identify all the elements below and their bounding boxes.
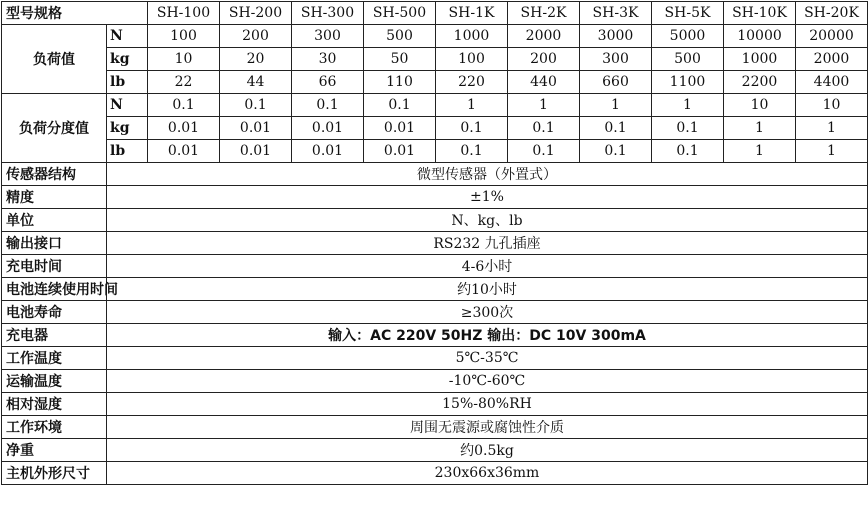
value-cell: 0.1: [436, 140, 508, 163]
header-row: [2, 2, 868, 25]
model-cell: SH-3K: [580, 2, 652, 25]
spec-value: 15%-80%RH: [107, 393, 868, 416]
spec-row: [2, 324, 868, 347]
spec-label: 工作环境: [2, 416, 107, 439]
value-cell: 200: [508, 48, 580, 71]
spec-row: [2, 370, 868, 393]
model-cell: SH-100: [148, 2, 220, 25]
value-cell: 500: [652, 48, 724, 71]
load-row-kg: [2, 48, 868, 71]
value-cell: 0.1: [148, 94, 220, 117]
value-cell: 110: [364, 71, 436, 94]
value-cell: 660: [580, 71, 652, 94]
value-cell: 2000: [796, 48, 868, 71]
spec-label: 充电时间: [2, 255, 107, 278]
load-label: 负荷值: [2, 25, 107, 94]
value-cell: 0.1: [220, 94, 292, 117]
model-cell: SH-5K: [652, 2, 724, 25]
value-cell: 66: [292, 71, 364, 94]
value-cell: 0.1: [436, 117, 508, 140]
spec-value: RS232 九孔插座: [107, 232, 868, 255]
model-cell: SH-10K: [724, 2, 796, 25]
spec-value: 约10小时: [107, 278, 868, 301]
value-cell: 0.01: [364, 140, 436, 163]
value-cell: 30: [292, 48, 364, 71]
value-cell: 0.1: [508, 140, 580, 163]
value-cell: 20000: [796, 25, 868, 48]
value-cell: 0.1: [508, 117, 580, 140]
model-cell: SH-200: [220, 2, 292, 25]
spec-label: 单位: [2, 209, 107, 232]
spec-label: 充电器: [2, 324, 107, 347]
spec-row: [2, 416, 868, 439]
value-cell: 10: [724, 94, 796, 117]
value-cell: 440: [508, 71, 580, 94]
value-cell: 0.1: [364, 94, 436, 117]
spec-row: [2, 462, 868, 485]
value-cell: 0.1: [292, 94, 364, 117]
value-cell: 1: [580, 94, 652, 117]
value-cell: 1000: [436, 25, 508, 48]
spec-row: [2, 301, 868, 324]
spec-row: [2, 347, 868, 370]
spec-value: 230x66x36mm: [107, 462, 868, 485]
value-cell: 2200: [724, 71, 796, 94]
spec-label: 电池寿命: [2, 301, 107, 324]
spec-table: [1, 1, 868, 485]
value-cell: 44: [220, 71, 292, 94]
value-cell: 0.1: [580, 140, 652, 163]
value-cell: 300: [292, 25, 364, 48]
spec-value: 微型传感器（外置式）: [107, 163, 868, 186]
load-row-lb: [2, 71, 868, 94]
value-cell: 0.1: [580, 117, 652, 140]
value-cell: 2000: [508, 25, 580, 48]
spec-row: [2, 163, 868, 186]
model-cell: SH-500: [364, 2, 436, 25]
value-cell: 50: [364, 48, 436, 71]
division-row-lb: [2, 140, 868, 163]
value-cell: 10: [796, 94, 868, 117]
value-cell: 10: [148, 48, 220, 71]
model-cell: SH-300: [292, 2, 364, 25]
spec-label: 主机外形尺寸: [2, 462, 107, 485]
value-cell: 0.01: [220, 117, 292, 140]
spec-label: 传感器结构: [2, 163, 107, 186]
spec-value: 输入：AC 220V 50HZ 输出：DC 10V 300mA: [107, 324, 868, 347]
value-cell: 1000: [724, 48, 796, 71]
value-cell: 1: [796, 140, 868, 163]
value-cell: 0.01: [292, 117, 364, 140]
value-cell: 1100: [652, 71, 724, 94]
spec-row: [2, 209, 868, 232]
spec-label: 工作温度: [2, 347, 107, 370]
unit-cell: lb: [107, 71, 148, 94]
value-cell: 1: [796, 117, 868, 140]
value-cell: 1: [724, 117, 796, 140]
value-cell: 4400: [796, 71, 868, 94]
value-cell: 0.1: [652, 117, 724, 140]
value-cell: 0.01: [148, 140, 220, 163]
value-cell: 0.01: [292, 140, 364, 163]
unit-cell: lb: [107, 140, 148, 163]
spec-row: [2, 232, 868, 255]
spec-value: ±1%: [107, 186, 868, 209]
model-cell: SH-1K: [436, 2, 508, 25]
spec-value: 约0.5kg: [107, 439, 868, 462]
value-cell: 220: [436, 71, 508, 94]
spec-value: ≥300次: [107, 301, 868, 324]
value-cell: 500: [364, 25, 436, 48]
spec-row: [2, 393, 868, 416]
spec-value: 周围无震源或腐蚀性介质: [107, 416, 868, 439]
spec-label: 运输温度: [2, 370, 107, 393]
value-cell: 22: [148, 71, 220, 94]
value-cell: 0.01: [364, 117, 436, 140]
value-cell: 1: [652, 94, 724, 117]
spec-label: 精度: [2, 186, 107, 209]
unit-cell: N: [107, 25, 148, 48]
value-cell: 1: [724, 140, 796, 163]
value-cell: 3000: [580, 25, 652, 48]
value-cell: 5000: [652, 25, 724, 48]
value-cell: 1: [508, 94, 580, 117]
value-cell: 100: [148, 25, 220, 48]
value-cell: 0.1: [652, 140, 724, 163]
model-cell: SH-20K: [796, 2, 868, 25]
value-cell: 1: [436, 94, 508, 117]
spec-value: 5℃-35℃: [107, 347, 868, 370]
spec-row: [2, 255, 868, 278]
division-row-n: [2, 94, 868, 117]
value-cell: 10000: [724, 25, 796, 48]
unit-cell: kg: [107, 48, 148, 71]
spec-value: 4-6小时: [107, 255, 868, 278]
division-row-kg: [2, 117, 868, 140]
spec-label: 电池连续使用时间: [2, 278, 107, 301]
model-spec-header: 型号规格: [2, 2, 148, 25]
spec-label: 输出接口: [2, 232, 107, 255]
value-cell: 200: [220, 25, 292, 48]
spec-label: 净重: [2, 439, 107, 462]
model-cell: SH-2K: [508, 2, 580, 25]
spec-row: [2, 439, 868, 462]
value-cell: 20: [220, 48, 292, 71]
value-cell: 300: [580, 48, 652, 71]
spec-row: [2, 186, 868, 209]
division-label: 负荷分度值: [2, 94, 107, 163]
spec-row: [2, 278, 868, 301]
spec-label: 相对湿度: [2, 393, 107, 416]
unit-cell: N: [107, 94, 148, 117]
value-cell: 100: [436, 48, 508, 71]
unit-cell: kg: [107, 117, 148, 140]
spec-value: N、kg、lb: [107, 209, 868, 232]
spec-value: -10℃-60℃: [107, 370, 868, 393]
value-cell: 0.01: [148, 117, 220, 140]
value-cell: 0.01: [220, 140, 292, 163]
load-row-n: [2, 25, 868, 48]
